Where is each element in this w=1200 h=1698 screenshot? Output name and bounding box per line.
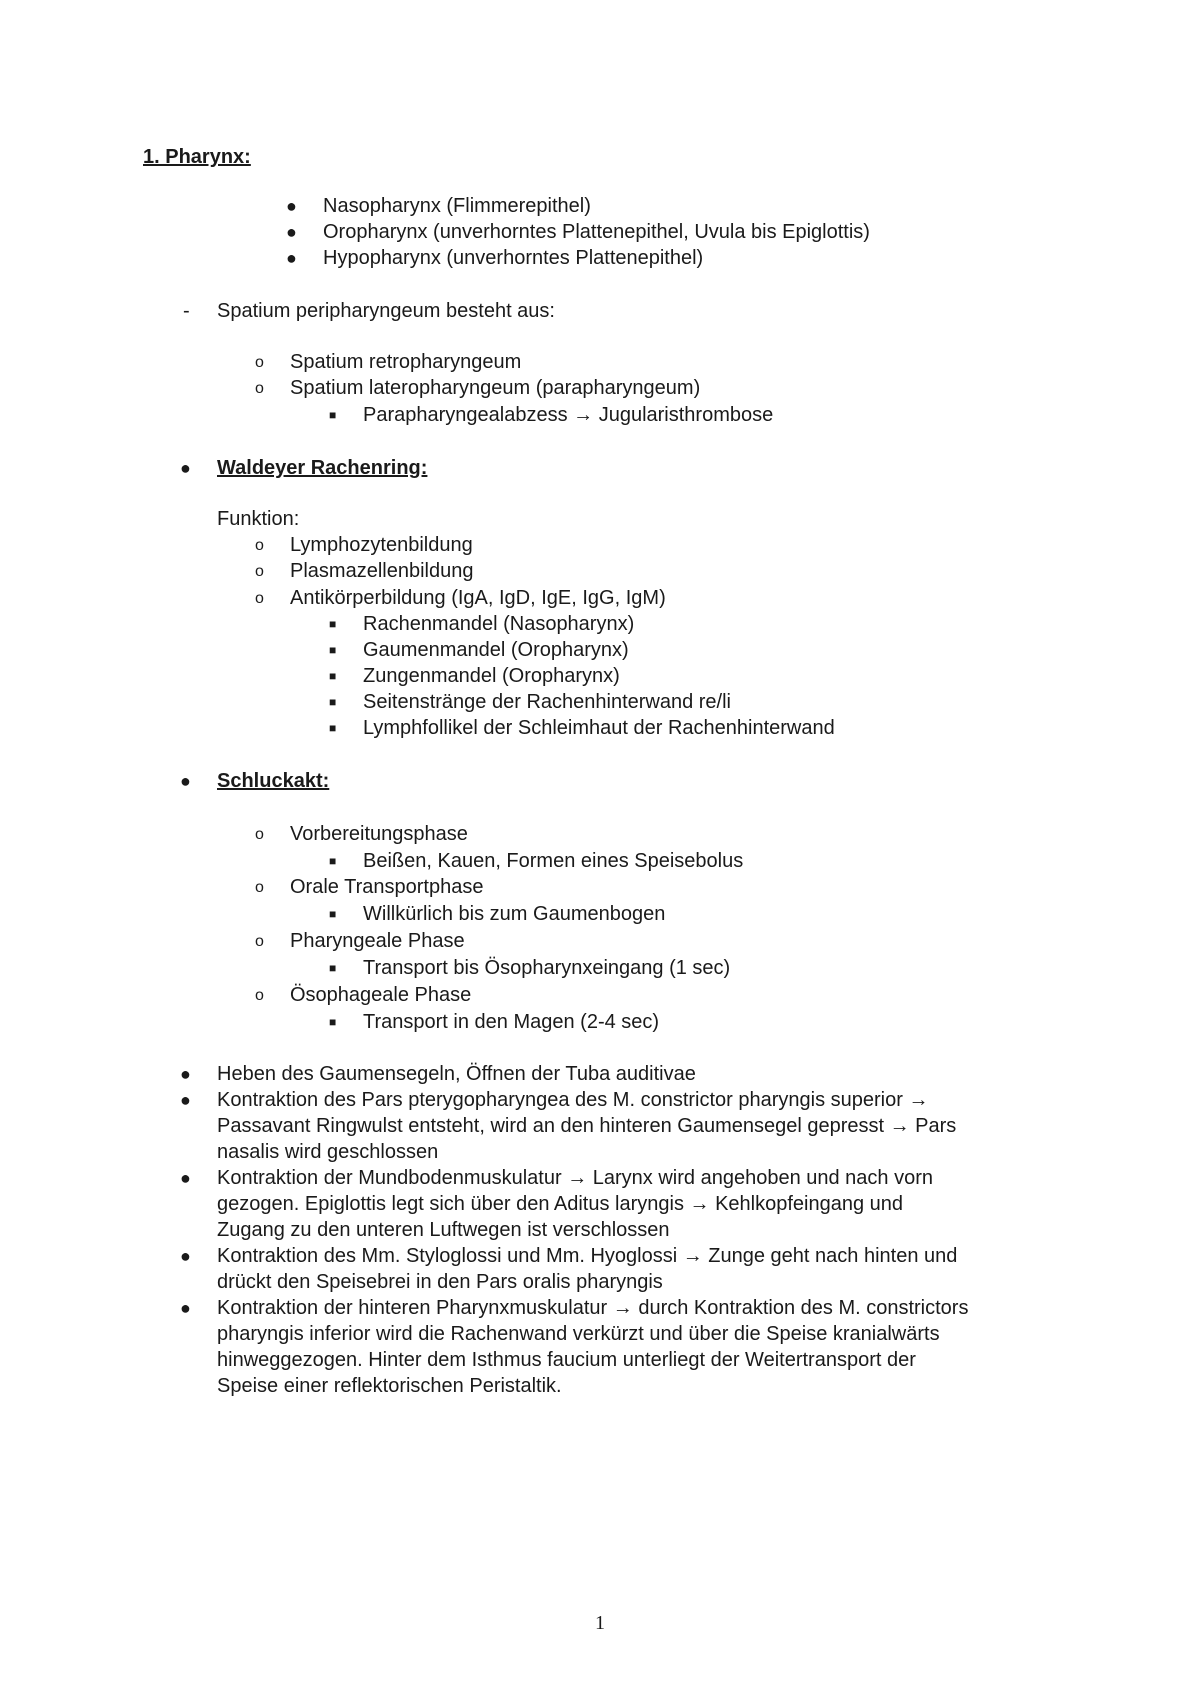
arrow-right-icon: → [689, 1193, 710, 1215]
bullet-square: ■ [329, 961, 337, 975]
phase-name: Orale Transportphase [290, 876, 484, 898]
step-text: Zugang zu den unteren Luftwegen ist verschlossen [217, 1219, 670, 1241]
step-text: hinweggezogen. Hinter dem Isthmus faucium unterliegt der Weitertransport der [217, 1349, 916, 1371]
arrow-right-icon: → [889, 1115, 910, 1137]
step-text: pharyngis inferior wird die Rachenwand verkürzt und über die Speise kranialwärts [217, 1323, 940, 1345]
list-item: Oropharynx (unverhorntes Plattenepithel, Uvula bis Epiglottis) [323, 221, 870, 243]
bullet-square: ■ [329, 907, 337, 921]
step-text: gezogen. Epiglottis legt sich über den Aditus laryngis → Kehlkopfeingang und [217, 1193, 904, 1215]
step-text: Kontraktion des Pars pterygopharyngea des M. constrictor pharyngis superior → [217, 1089, 929, 1111]
page-title: 1. Pharynx: [143, 146, 251, 168]
bullet-square: ■ [329, 721, 337, 735]
phase-detail: Willkürlich bis zum Gaumenbogen [363, 903, 666, 925]
list-item: Rachenmandel (Nasopharynx) [363, 613, 635, 635]
list-item: Plasmazellenbildung [290, 560, 474, 582]
bullet-dot: ● [286, 248, 297, 268]
bullet-dot: ● [286, 196, 297, 216]
bullet-dash: - [183, 300, 190, 322]
bullet-circle: o [255, 933, 264, 950]
bullet-circle: o [255, 879, 264, 896]
bullet-circle: o [255, 537, 264, 554]
bullet-circle: o [255, 563, 264, 580]
bullet-circle: o [255, 380, 264, 397]
step-text: Passavant Ringwulst entsteht, wird an den hinteren Gaumensegel gepresst → Pars [217, 1115, 957, 1137]
arrow-right-icon: → [567, 1167, 588, 1189]
list-item: Hypopharynx (unverhorntes Plattenepithel) [323, 247, 704, 269]
phase-detail: Transport in den Magen (2-4 sec) [363, 1011, 660, 1033]
list-item: Nasopharynx (Flimmerepithel) [323, 195, 591, 217]
list-item: Gaumenmandel (Oropharynx) [363, 639, 629, 661]
arrow-right-icon: → [908, 1089, 929, 1111]
list-item: Lymphozytenbildung [290, 534, 473, 556]
bullet-circle: o [255, 354, 264, 371]
step-text: drückt den Speisebrei in den Pars oralis pharyngis [217, 1271, 663, 1293]
section-heading: Schluckakt: [217, 770, 330, 792]
bullet-circle: o [255, 826, 264, 843]
bullet-dot: ● [180, 771, 191, 791]
page-number: 1 [595, 1612, 605, 1634]
bullet-circle: o [255, 987, 264, 1004]
bullet-dot: ● [286, 222, 297, 242]
step-text: Kontraktion der Mundbodenmuskulatur → Larynx wird angehoben und nach vorn [217, 1167, 934, 1189]
bullet-square: ■ [329, 408, 337, 422]
step-text: Kontraktion der hinteren Pharynxmuskulatur → durch Kontraktion des M. constrictors [217, 1297, 969, 1319]
bullet-dot: ● [180, 458, 191, 478]
step-text: Heben des Gaumensegeln, Öffnen der Tuba auditivae [217, 1063, 696, 1085]
phase-name: Ösophageale Phase [290, 984, 472, 1006]
step-text: Kontraktion des Mm. Styloglossi und Mm. Hyoglossi → Zunge geht nach hinten und [217, 1245, 958, 1267]
bullet-square: ■ [329, 617, 337, 631]
bullet-dot: ● [180, 1168, 191, 1188]
list-item: Seitenstränge der Rachenhinterwand re/li [363, 691, 731, 713]
bullet-square: ■ [329, 854, 337, 868]
bullet-dot: ● [180, 1298, 191, 1318]
bullet-dot: ● [180, 1246, 191, 1266]
list-item: Spatium retropharyngeum [290, 351, 522, 373]
list-item: Spatium lateropharyngeum (parapharyngeum) [290, 377, 701, 399]
arrow-right-icon: → [573, 404, 594, 426]
bullet-dot: ● [180, 1090, 191, 1110]
list-item: Parapharyngealabzess → Jugularisthrombose [363, 404, 774, 426]
step-text: Speise einer reflektorischen Peristaltik. [217, 1375, 562, 1397]
section-heading: Waldeyer Rachenring: [217, 457, 428, 479]
bullet-square: ■ [329, 643, 337, 657]
phase-name: Vorbereitungsphase [290, 823, 468, 845]
bullet-dot: ● [180, 1064, 191, 1084]
list-item: Antikörperbildung (IgA, IgD, IgE, IgG, IgM) [290, 587, 666, 609]
list-item: Zungenmandel (Oropharynx) [363, 665, 620, 687]
bullet-circle: o [255, 590, 264, 607]
phase-detail: Transport bis Ösopharynxeingang (1 sec) [363, 957, 731, 979]
phase-name: Pharyngeale Phase [290, 930, 465, 952]
spatium-intro: Spatium peripharyngeum besteht aus: [217, 300, 555, 322]
arrow-right-icon: → [682, 1245, 703, 1267]
bullet-square: ■ [329, 695, 337, 709]
list-item: Lymphfollikel der Schleimhaut der Rachenhinterwand [363, 717, 835, 739]
bullet-square: ■ [329, 1015, 337, 1029]
phase-detail: Beißen, Kauen, Formen eines Speisebolus [363, 850, 744, 872]
bullet-square: ■ [329, 669, 337, 683]
funktion-label: Funktion: [217, 508, 300, 530]
arrow-right-icon: → [612, 1297, 633, 1319]
step-text: nasalis wird geschlossen [217, 1141, 439, 1163]
